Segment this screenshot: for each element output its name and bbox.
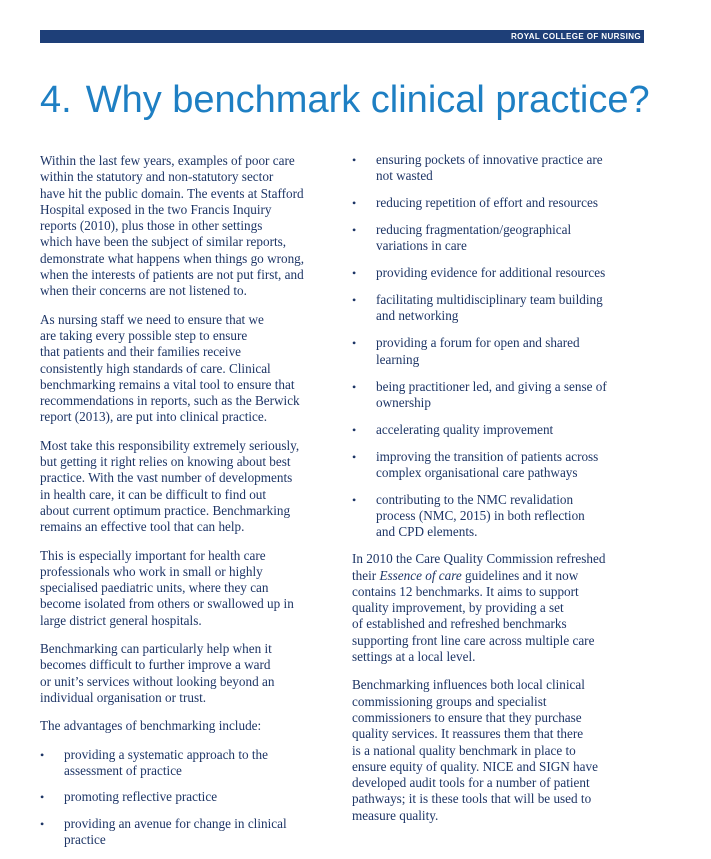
paragraph-line: when their concerns are not listened to. [40,283,247,299]
bullet-item [352,335,648,368]
paragraph [40,438,340,536]
paragraph-line: settings at a local level. [352,649,476,665]
paragraph [352,677,648,824]
bullet-line: assessment of practice [64,762,182,778]
paragraph-line: commissioners to ensure that they purchase [352,709,582,725]
bullet-item [352,265,648,281]
bullet-icon: • [40,817,45,832]
bullet-icon: • [40,790,45,805]
bullet-line: learning [376,351,420,367]
text-run: their [352,567,380,583]
paragraph-line: but getting it right relies on knowing about best [40,454,291,470]
bullet-line: ownership [376,394,431,410]
paragraph-line: As nursing staff we need to ensure that we [40,311,264,327]
paragraph [40,153,340,300]
paragraph-line: become isolated from others or swallowed up in [40,596,294,612]
bullet-line: complex organisational care pathways [376,464,578,480]
paragraph-line: have hit the public domain. The events at Stafford [40,185,304,201]
bullet-item [40,816,340,849]
paragraph-line: practice. With the vast number of developments [40,470,293,486]
paragraph-line: measure quality. [352,807,439,823]
bullet-line: providing evidence for additional resources [376,265,606,281]
bullet-item [352,292,648,325]
paragraph-line: contains 12 benchmarks. It aims to support [352,583,579,599]
bullet-icon: • [352,223,357,238]
paragraph-line: remains an effective tool that can help. [40,519,245,535]
paragraph [40,312,340,426]
left-column [40,153,340,859]
bullet-icon: • [352,266,357,281]
bullet-line: and CPD elements. [376,524,478,540]
bullet-line: improving the transition of patients across [376,448,599,464]
paragraph-line: large district general hospitals. [40,612,202,628]
paragraph-line: Benchmarking can particularly help when it [40,641,272,657]
bullet-icon: • [352,422,357,437]
bullet-line: providing a forum for open and shared [376,335,580,351]
section-title: Why benchmark clinical practice? [85,79,650,121]
paragraph [40,718,340,734]
text-run: guidelines and it now [461,567,579,583]
bullet-item [352,492,648,541]
bullet-icon: • [352,196,357,211]
bullet-list [40,747,340,849]
bullet-line: providing a systematic approach to the [64,746,268,762]
paragraph-line: report (2013), are put into clinical practice. [40,409,268,425]
paragraph-line: demonstrate what happens when things go wrong, [40,250,305,266]
bullet-item [40,747,340,780]
bullet-line: not wasted [376,168,433,184]
bullet-item [352,422,648,438]
paragraph [352,551,648,665]
paragraph-line: of established and refreshed benchmarks [352,616,567,632]
section-number: 4. [40,79,72,121]
paragraph-line: This is especially important for health care [40,547,266,563]
bullet-line: promoting reflective practice [64,789,218,805]
paragraph [40,641,340,706]
paragraph-line: In 2010 the Care Quality Commission refreshed [352,551,606,567]
bullet-line: process (NMC, 2015) in both reflection [376,508,585,524]
bullet-item [352,222,648,255]
paragraph-line: supporting front line care across multiple care [352,632,595,648]
paragraph-line: quality improvement, by providing a set [352,600,564,616]
paragraph-line: Most take this responsibility extremely seriously, [40,437,300,453]
bullet-line: variations in care [376,238,467,254]
bullet-item [352,379,648,412]
paragraph-line: specialised paediatric units, where they can [40,580,269,596]
bullet-item [352,152,648,185]
bullet-icon: • [352,293,357,308]
paragraph-line: quality services. It reassures them that there [352,726,584,742]
paragraph-line: The advantages of benchmarking include: [40,718,262,734]
bullet-item [352,449,648,482]
bullet-icon: • [40,747,45,762]
paragraph-line: pathways; it is these tools that will be used to [352,791,592,807]
paragraph-line: reports (2010), plus those in other settings [40,218,263,234]
paragraph-line [352,568,648,584]
paragraph-line: or unit’s services without looking beyond an [40,673,275,689]
bullet-icon: • [352,492,357,507]
paragraph-line: when the interests of patients are not put first, and [40,267,304,283]
paragraph-line: about current optimum practice. Benchmarking [40,502,291,518]
bullet-line: and networking [376,308,459,324]
bullet-line: providing an avenue for change in clinical [64,816,287,832]
bullet-list [352,152,648,541]
paragraph-line: is a national quality benchmark in place to [352,742,576,758]
paragraph-line: in health care, it can be difficult to find out [40,486,267,502]
bullet-icon: • [352,379,357,394]
header-bar [40,30,644,43]
paragraph-line: that patients and their families receive [40,344,242,360]
bullet-icon: • [352,153,357,167]
bullet-icon: • [352,336,357,351]
paragraph-line: consistently high standards of care. Clinical [40,360,271,376]
paragraph-line: professionals who work in small or highly [40,563,263,579]
organisation-name: ROYAL COLLEGE OF NURSING [510,32,641,41]
bullet-item [352,195,648,211]
bullet-item [40,789,340,805]
bullet-line: ensuring pockets of innovative practice are [376,152,603,167]
paragraph-line: which have been the subject of similar reports, [40,234,287,250]
paragraph-line: becomes difficult to further improve a ward [40,657,271,673]
right-column [352,152,648,836]
paragraph-line: recommendations in reports, such as the Berwick [40,393,300,409]
paragraph-line: are taking every possible step to ensure [40,327,248,343]
paragraph-line: within the statutory and non-statutory sector [40,169,274,185]
bullet-line: reducing fragmentation/geographical [376,222,572,238]
paragraph-line: ensure equity of quality. NICE and SIGN have [352,758,598,774]
paragraph-line: commissioning groups and specialist [352,693,547,709]
paragraph-line: Within the last few years, examples of poor care [40,153,295,168]
page-title [40,76,650,124]
bullet-line: reducing repetition of effort and resources [376,195,599,211]
bullet-line: facilitating multidisciplinary team building [376,292,603,308]
paragraph-line: Hospital exposed in the two Francis Inquiry [40,201,272,217]
paragraph-line: Benchmarking influences both local clinical [352,677,585,693]
bullet-line: practice [64,832,106,848]
bullet-line: accelerating quality improvement [376,421,554,437]
paragraph [40,548,340,629]
italic-title: Essence of care [379,567,462,583]
bullet-line: contributing to the NMC revalidation [376,491,574,507]
paragraph-line: benchmarking remains a vital tool to ensure that [40,376,295,392]
paragraph-line: developed audit tools for a number of patient [352,775,590,791]
bullet-line: being practitioner led, and giving a sense of [376,378,607,394]
bullet-icon: • [352,449,357,464]
paragraph-line: individual organisation or trust. [40,689,207,705]
